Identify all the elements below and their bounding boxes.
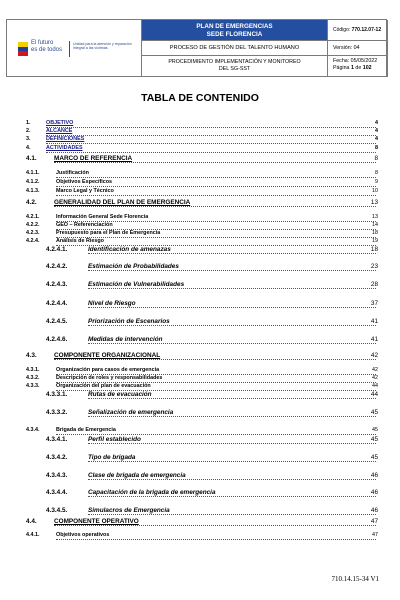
toc-entry-page: 46 [370, 472, 378, 479]
toc-entry-page: 19 [372, 238, 378, 244]
toc-entry-title: Información General Sede Florencia [56, 214, 149, 220]
brand-line-2: es de todos [31, 47, 63, 53]
toc-entry-title: Justificación [56, 170, 89, 176]
toc-entry-number: 4.1.3. [26, 188, 40, 194]
toc-title: TABLA DE CONTENIDO [141, 92, 259, 104]
toc-entry-number: 4. [26, 145, 31, 151]
toc-entry-number: 4.3.1. [26, 367, 40, 373]
toc-entry[interactable] [0, 300, 400, 309]
toc-entry-title: Medidas de intervención [88, 336, 163, 343]
procedure-line-1: PROCEDIMIENTO IMPLEMENTACIÓN Y MONITOREO [168, 59, 301, 65]
toc-entry-title: Tipo de brigada [88, 454, 136, 461]
toc-entry-number: 4.1.2. [26, 179, 40, 185]
toc-entry-number: 2. [26, 128, 31, 134]
toc-entry[interactable] [0, 454, 400, 463]
toc-entry-title: Organización para casos de emergencia [56, 367, 160, 373]
toc-entry-title: Objetivos Específicos [56, 179, 113, 185]
toc-entry-page: 46 [370, 489, 378, 496]
toc-entry-title: Brigada de Emergencia [56, 427, 116, 433]
toc-entry-title: Nivel de Riesgo [88, 300, 136, 307]
toc-entry-number: 4.3.4.5. [46, 507, 68, 514]
org-text: Unidad para la atención y reparación integral a las víctimas [73, 42, 132, 50]
toc-entry-page: 41 [370, 336, 378, 343]
toc-entry-page: 45 [370, 454, 378, 461]
toc-entry-page: 46 [370, 507, 378, 514]
toc-entry-page: 42 [372, 367, 378, 373]
toc-entry[interactable] [0, 427, 400, 436]
toc-dot-leader [46, 128, 376, 136]
toc-entry-number: 4.3.4.4. [46, 489, 68, 496]
toc-entry-number: 4.3.3. [26, 383, 40, 389]
toc-entry-title: Simulacros de Emergencia [88, 507, 170, 514]
toc-entry-number: 4.4. [26, 518, 37, 525]
toc-dot-leader [46, 145, 376, 153]
toc-entry-title: ALCANCE [46, 128, 73, 134]
toc-entry[interactable] [0, 532, 400, 541]
page-number: Página 1 de 102 [333, 65, 372, 71]
toc-entry-title: Presupuesto para el Plan de Emergencia [56, 230, 161, 236]
toc-entry-title: MARCO DE REFERENCIA [54, 155, 133, 162]
toc-entry[interactable] [0, 281, 400, 290]
title-line-1: PLAN DE EMERGENCIAS [196, 23, 273, 30]
toc-dot-leader [46, 120, 376, 128]
toc-entry-title: GEO – Referenciación [56, 222, 113, 228]
code-value: 770.12.07-12 [351, 27, 382, 33]
toc-entry[interactable] [0, 179, 400, 188]
procedure-line-2: DEL SG-SST [218, 66, 251, 72]
process-name: PROCESO DE GESTIÓN DEL TALENTO HUMANO [142, 41, 328, 56]
toc-entry-title: Objetivos operativos [56, 532, 110, 538]
toc-entry-number: 4.2.4.3. [46, 281, 68, 288]
date: Fecha: 05/05/2022 [333, 58, 378, 64]
toc-entry[interactable] [0, 170, 400, 179]
toc-entry-title: Marco Legal y Técnico [56, 188, 114, 194]
toc-entry[interactable] [0, 188, 400, 197]
toc-entry-title: COMPONENTE OPERATIVO [54, 518, 139, 525]
toc-entry-title: Organización del plan de evacuación [56, 383, 151, 389]
toc-entry-page: 8 [375, 170, 378, 176]
toc-entry-page: 4 [375, 120, 378, 126]
toc-entry-title: DEFINICIONES [46, 136, 85, 142]
toc-entry-number: 4.4.1. [26, 532, 40, 538]
toc-entry[interactable] [0, 199, 400, 208]
toc-entry-number: 4.2.3. [26, 230, 40, 236]
toc-entry-page: 4 [375, 136, 378, 142]
toc-entry-number: 4.2.4. [26, 238, 40, 244]
toc-entry-title: Descripción de roles y responsabilidades [56, 375, 163, 381]
toc-entry-number: 4.3.4.1. [46, 436, 68, 443]
toc-entry-number: 4.3.2. [26, 375, 40, 381]
toc-entry-number: 4.2.4.2. [46, 263, 68, 270]
toc-entry-title: Perfil establecido [88, 436, 141, 443]
title-line-2: SEDE FLORENCIA [206, 30, 263, 38]
toc-entry-number: 4.2. [26, 199, 37, 206]
toc-entry[interactable] [0, 489, 400, 498]
toc-entry-title: Priorización de Escenarios [88, 318, 170, 325]
toc-entry-page: 18 [372, 230, 378, 236]
toc-entry-title: Análisis de Riesgo [56, 238, 104, 244]
toc-dot-leader [46, 136, 376, 144]
toc-entry-title: Rutas de evacuación [88, 391, 152, 398]
toc-entry-page: 8 [374, 155, 378, 162]
toc-entry-page: 4 [375, 128, 378, 134]
toc-entry-number: 3. [26, 136, 31, 142]
toc-entry-title: ACTIVIDADES [46, 145, 83, 151]
toc-entry-number: 4.3.4.3. [46, 472, 68, 479]
toc-entry-page: 44 [372, 383, 378, 389]
toc-entry[interactable] [0, 145, 400, 154]
toc-entry-number: 4.2.4.4. [46, 300, 68, 307]
toc-entry[interactable] [0, 507, 400, 516]
toc-entry[interactable] [0, 436, 400, 445]
toc-entry-number: 1. [26, 120, 31, 126]
toc-entry-page: 47 [370, 518, 378, 525]
toc-entry-title: Estimación de Probabilidades [88, 263, 179, 270]
toc-entry-page: 45 [372, 427, 378, 433]
toc-entry[interactable] [0, 136, 400, 145]
code-label: Código: [333, 27, 351, 33]
toc-entry-number: 4.2.4.5. [46, 318, 68, 325]
toc-entry-number: 4.1.1. [26, 170, 40, 176]
toc-entry-number: 4.2.4.1. [46, 246, 68, 253]
toc-entry-title: Capacitación de la brigada de emergencia [88, 489, 216, 496]
toc-entry-page: 10 [372, 188, 378, 194]
toc-entry-number: 4.2.1. [26, 214, 40, 220]
toc-entry-number: 4.2.2. [26, 222, 40, 228]
toc-entry-number: 4.3.3.1. [46, 391, 68, 398]
toc-entry-page: 13 [372, 214, 378, 220]
toc-entry-title: Señalización de emergencia [88, 409, 174, 416]
toc-entry[interactable] [0, 518, 400, 527]
toc-entry-number: 4.3.4. [26, 427, 40, 433]
toc-entry-page: 44 [370, 391, 378, 398]
toc-entry-page: 41 [370, 318, 378, 325]
toc-entry[interactable] [0, 155, 400, 164]
footer-code: 710.14.15-34 V1 [331, 575, 379, 583]
toc-entry-page: 47 [372, 532, 378, 538]
toc-entry-title: OBJETIVO [46, 120, 74, 126]
toc-entry[interactable] [0, 352, 400, 361]
toc-entry-title: Identificación de amenazas [88, 246, 171, 253]
toc-entry-page: 8 [375, 145, 378, 151]
toc-entry-page: 45 [370, 409, 378, 416]
toc-entry-number: 4.2.4.6. [46, 336, 68, 343]
brand-line-1: El futuro [31, 40, 54, 46]
version: Versión: 04 [328, 41, 388, 56]
toc-entry[interactable] [0, 263, 400, 272]
toc-entry-page: 42 [372, 375, 378, 381]
toc-entry-page: 14 [372, 222, 378, 228]
toc-entry-title: COMPONENTE ORGANIZACIONAL [54, 352, 161, 359]
toc-entry-title: Clase de brigada de emergencia [88, 472, 186, 479]
toc-entry[interactable] [0, 472, 400, 481]
toc-entry-page: 9 [375, 179, 378, 185]
toc-entry-page: 37 [370, 300, 378, 307]
toc-dot-leader [56, 170, 376, 178]
toc-entry[interactable] [0, 318, 400, 327]
toc-entry[interactable] [0, 391, 400, 400]
toc-entry-number: 4.3.4.2. [46, 454, 68, 461]
toc-entry-page: 18 [370, 246, 378, 253]
toc-entry-page: 28 [370, 281, 378, 288]
toc-entry[interactable] [0, 336, 400, 345]
toc-entry-page: 13 [370, 199, 378, 206]
toc-entry-number: 4.3. [26, 352, 37, 359]
toc-entry-page: 23 [370, 263, 378, 270]
toc-entry-number: 4.3.3.2. [46, 409, 68, 416]
toc-entry-page: 45 [370, 436, 378, 443]
toc-entry[interactable] [0, 246, 400, 255]
toc-entry-page: 42 [370, 352, 378, 359]
toc-entry-number: 4.1. [26, 155, 37, 162]
toc-entry-title: Estimación de Vulnerabilidades [88, 281, 185, 288]
toc-entry-title: GENERALIDAD DEL PLAN DE EMERGENCIA [54, 199, 191, 206]
toc-entry[interactable] [0, 409, 400, 418]
